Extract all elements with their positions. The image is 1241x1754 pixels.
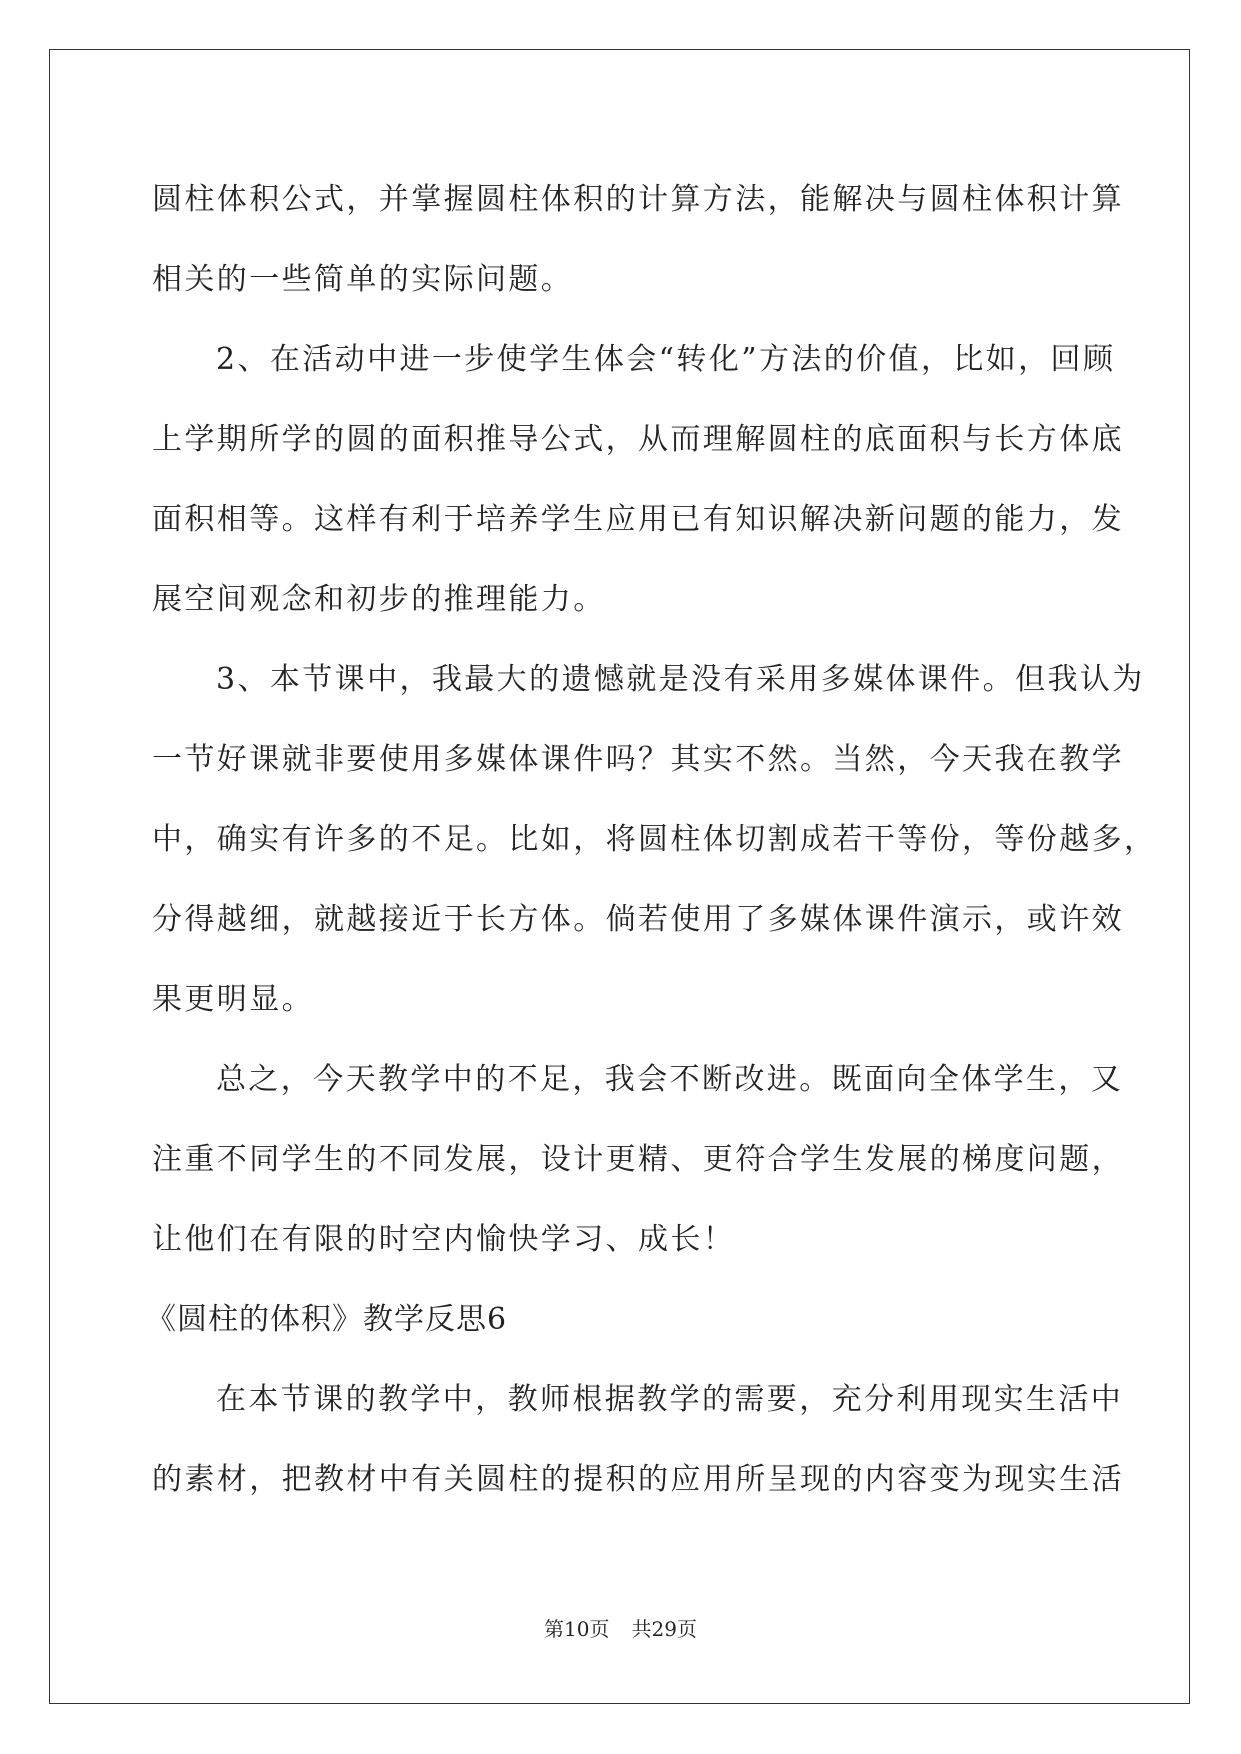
paragraphs-after-heading [152,1360,1124,1520]
section-heading: 《圆柱的体积》教学反思6 [146,1302,508,1337]
paragraph-p4 [152,1040,1124,1280]
text-line: 中，确实有许多的不足。比如，将圆柱体切割成若干等份，等份越多， [152,822,1157,857]
paragraph-p2 [152,320,1124,640]
paragraph-p3 [152,640,1157,1040]
text-line: 圆柱体积公式，并掌握圆柱体积的计算方法，能解决与圆柱体积计算 [152,182,1124,217]
text-line: 分得越细，就越接近于长方体。倘若使用了多媒体课件演示，或许效 [152,902,1124,937]
text-line: 让他们在有限的时空内愉快学习、成长！ [152,1222,736,1257]
text-line: 的素材，把教材中有关圆柱的提积的应用所呈现的内容变为现实生活 [152,1462,1124,1497]
page-footer [0,1613,1241,1642]
page-number-current: 第10页 [544,1617,610,1641]
paragraph-p5 [152,1360,1124,1520]
text-line: 总之，今天教学中的不足，我会不断改进。既面向全体学生，又 [216,1062,1124,1097]
text-line: 3、本节课中，我最大的遗憾就是没有采用多媒体课件。但我认为 [216,662,1145,697]
text-line: 2、在活动中进一步使学生体会“转化”方法的价值，比如，回顾 [216,342,1116,377]
text-line: 相关的一些简单的实际问题。 [152,262,574,297]
text-line: 在本节课的教学中，教师根据教学的需要，充分利用现实生活中 [216,1382,1124,1417]
paragraph-p1 [152,160,1124,320]
text-line: 注重不同学生的不同发展，设计更精、更符合学生发展的梯度问题， [152,1142,1124,1177]
page-number-total: 共29页 [631,1617,697,1641]
paragraphs-before-heading [152,160,1157,1280]
text-line: 上学期所学的圆的面积推导公式，从而理解圆柱的底面积与长方体底 [152,422,1124,457]
text-line: 一节好课就非要使用多媒体课件吗？其实不然。当然，今天我在教学 [152,742,1124,777]
text-line: 果更明显。 [152,982,314,1017]
document-body [146,160,1157,1520]
text-line: 面积相等。这样有利于培养学生应用已有知识解决新问题的能力，发 [152,502,1124,537]
text-line: 展空间观念和初步的推理能力。 [152,582,606,617]
